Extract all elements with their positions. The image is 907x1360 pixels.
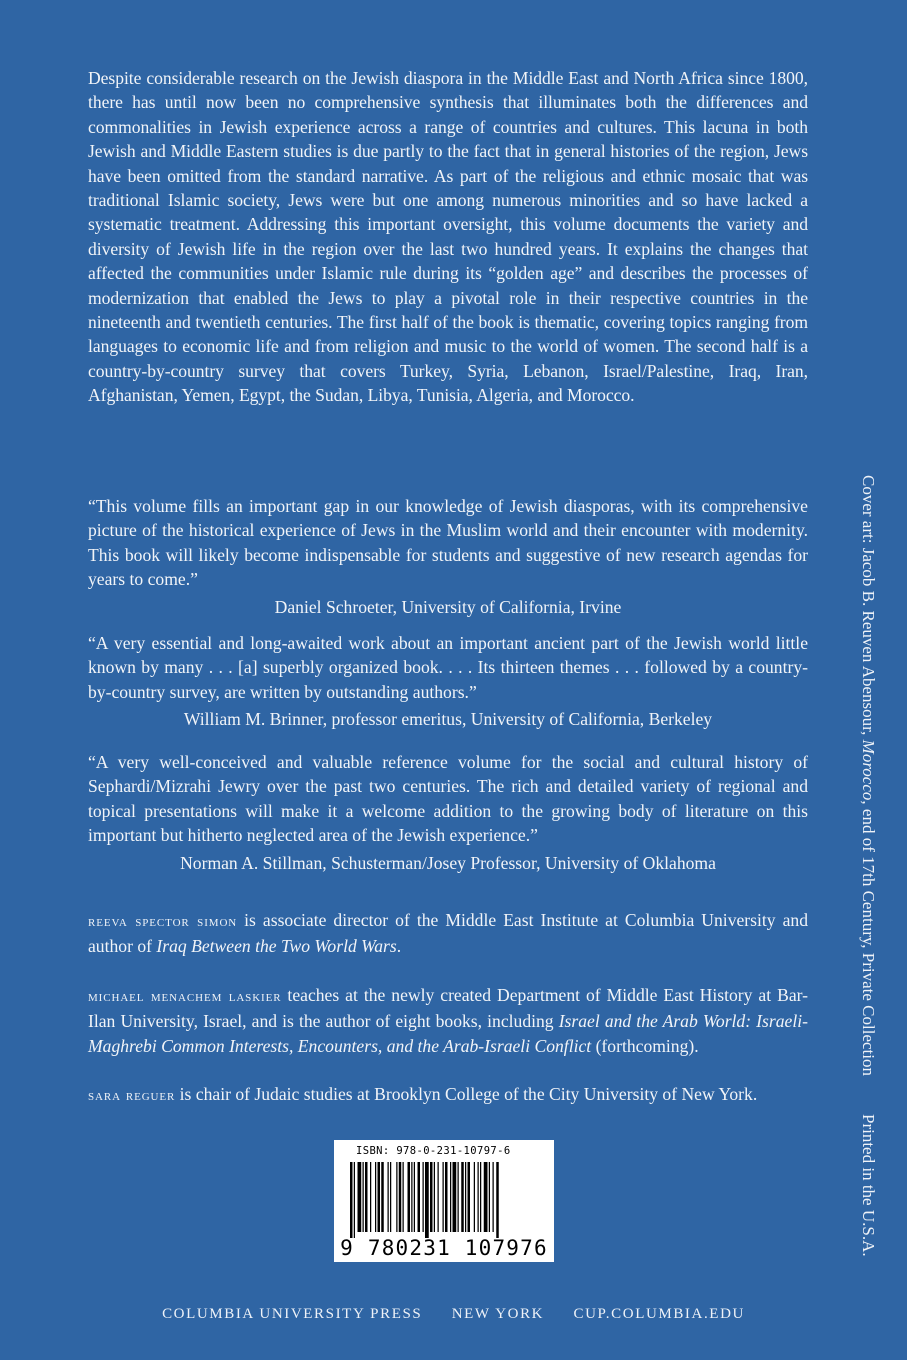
barcode-bar [438,1162,439,1232]
blurb-attribution: Norman A. Stillman, Schusterman/Josey Professor, University of Oklahoma [180,852,716,873]
blurb-1 [88,494,808,619]
isbn-label: ISBN: 978-0-231-10797-6 [356,1145,511,1157]
cover-art-credit-prefix: Cover art: Jacob B. Reuven Abensour, [859,475,878,740]
author-bio-simon [88,908,808,959]
barcode-bar [358,1162,362,1232]
bio-text: is chair of Judaic studies at Brooklyn College of the City University of New York. [175,1084,758,1104]
barcode-bar [418,1162,421,1232]
blurb-3 [88,750,808,875]
book-title: Israel and the Arab World: Israeli-Maghrebi Common Interests, Encounters, and the Arab-Israeli Conflict [88,1011,808,1056]
barcode-bar [468,1162,471,1232]
barcode-bar [458,1162,459,1232]
barcode-bar [390,1162,391,1232]
publisher-city: NEW YORK [451,1306,545,1322]
barcode-bar [461,1162,464,1232]
barcode-bar [363,1162,364,1232]
barcode-bar [399,1162,402,1232]
bio-text-end: (forthcoming). [591,1035,699,1056]
barcode-bar [496,1162,499,1238]
barcode-bar [465,1162,466,1232]
barcode-bar [378,1162,381,1232]
printed-in: Printed in the U.S.A. [859,1113,878,1257]
cover-text [88,66,809,1104]
barcode-bar [453,1162,457,1232]
blurb-text: “A very essential and long-awaited work about an important ancient part of the Jewish world little known by many . . . [a] superbly organized book. . . . Its thirteen themes . . . followed by a country-by-country survey, are written by outstanding authors.” [88,633,808,702]
barcode-bar [423,1162,424,1232]
blurb-attribution: Daniel Schroeter, University of California, Irvine [274,596,622,617]
cover-art-title: Morocco [859,739,878,801]
blurb-text: “A very well-conceived and valuable reference volume for the social and cultural history of Sephardi/Mizrahi Jewry over the past two centuries. The rich and detailed variety of regional and topical presentations will make it a welcome addition to the growing body of literature on this important but hitherto neglected area of the Jewish experience.” [88,752,808,846]
barcode-bar [411,1162,412,1232]
barcode-bar [434,1162,435,1232]
barcode-bar [403,1162,404,1232]
cover-art-credit-suffix: , end of 17th Century, Private Collection [859,800,878,1076]
barcode-bar [350,1162,353,1238]
barcode-bar [445,1162,448,1232]
barcode-bar [381,1162,384,1232]
author-bio-reguer [88,1082,808,1108]
barcode-bar [450,1162,451,1232]
book-description: Despite considerable research on the Jewish diaspora in the Middle East and North Africa since 1800, there has until now been no comprehensive synthesis that illuminates both the differences and commonalities in Jewish experience across a range of countries and cultures. This lacuna in both Jewish and Middle Eastern studies is due partly to the fact that in general histories of the region, Jews have been omitted from the standard narrative. As part of the religious and ethnic mosaic that was traditional Islamic society, Jews were but one among numerous minorities and so have lacked a systematic treatment. Addressing this important oversight, this volume documents the variety and diversity of Jewish life in the region over the last two hundred years. It explains the changes that affected the communities under Islamic rule during its “golden age” and describes the processes of modernization that enabled the Jews to play a pivotal role in their respective countries in the nineteenth and twentieth centuries. The first half of the book is thematic, covering topics ranging from languages to economic life and from religion and music to the world of women. The second half is a country-by-country survey that covers Turkey, Syria, Lebanon, Israel/Palestine, Iraq, Iran, Afghanistan, Yemen, Egypt, the Sudan, Libya, Tunisia, Algeria, and Morocco. [88,68,808,406]
barcode-bar [474,1162,475,1232]
barcode-bar [365,1162,368,1232]
edge-credits [858,475,878,1315]
barcode-bar [484,1162,488,1232]
barcode-bar [414,1162,415,1232]
barcode-bar [354,1162,355,1238]
barcode-bars [348,1162,540,1238]
barcode-bar [370,1162,371,1232]
publisher-name: COLUMBIA UNIVERSITY PRESS [162,1306,423,1322]
barcode-bar [478,1162,479,1232]
book-title: Iraq Between the Two World Wars [156,936,397,957]
barcode-bar [375,1162,376,1232]
blurb-text: “This volume fills an important gap in our knowledge of Jewish diasporas, with its comprehensive picture of the historical experience of Jews in the Muslim world and their encounter with modernity. This book will likely become indispensable for students and suggestive of new research agendas for years to come.” [88,496,808,590]
barcode-bar [396,1162,397,1232]
barcode-bar [425,1162,429,1238]
barcode-bar [489,1162,490,1232]
author-bio-laskier [88,983,808,1058]
blurb-2 [88,631,808,732]
publisher-line [0,1306,907,1323]
author-name: reeva spector simon [88,913,238,930]
barcode-digits: 9 780231 107976 [340,1236,548,1260]
bio-text: teaches at the newly created Department of Middle East History at Bar-Ilan University, Israel, and is the author of eight books, including [88,985,809,1032]
author-name: michael menachem laskier [88,988,282,1005]
edge-credits-line [858,475,878,1257]
isbn-barcode [334,1140,554,1262]
author-name: sara reguer [88,1087,176,1104]
barcode-bar [430,1162,433,1232]
publisher-url: CUP.COLUMBIA.EDU [573,1306,745,1322]
bio-text-end: . [396,936,402,957]
barcode-bar [480,1162,481,1232]
barcode-bar [443,1162,444,1232]
barcode-bar [408,1162,411,1232]
bio-text: is associate director of the Middle East Institute at Columbia University and author of [88,910,809,957]
barcode-bar [388,1162,389,1232]
blurb-attribution: William M. Brinner, professor emeritus, University of California, Berkeley [183,709,713,730]
barcode-bar [493,1162,494,1232]
